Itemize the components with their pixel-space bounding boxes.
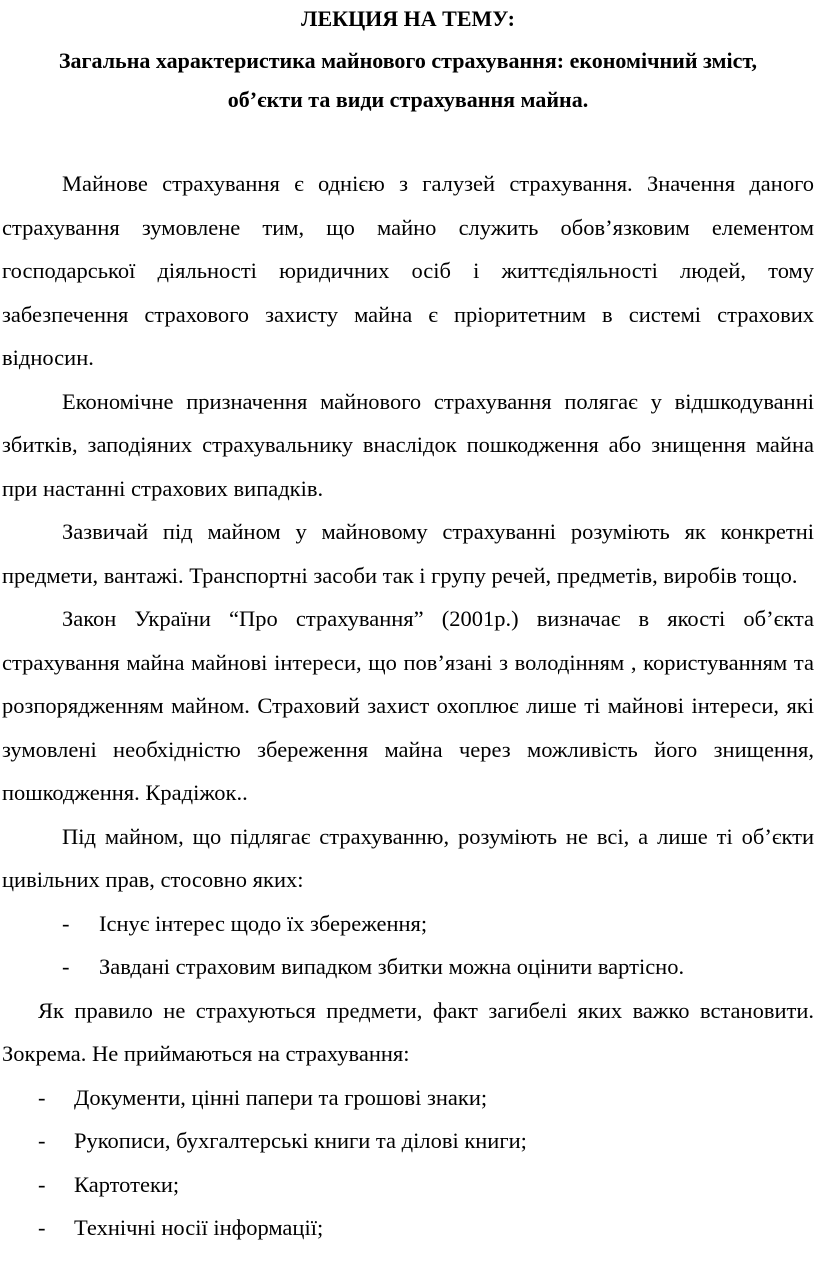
- paragraph-economic-purpose: Економічне призначення майнового страхування полягає у відшкодуванні збитків, заподіяних страхувальнику внаслідок пошкодження або знищення майна при настанні страхових випадків.: [2, 388, 814, 501]
- excluded-items-list: [2, 1076, 814, 1250]
- list-item-text: Технічні носії інформації;: [74, 1215, 324, 1240]
- lecture-heading: ЛЕКЦИЯ НА ТЕМУ:: [301, 6, 515, 31]
- list-item: [2, 1206, 814, 1250]
- conditions-list: [2, 902, 814, 989]
- list-item-text: Картотеки;: [74, 1171, 180, 1197]
- list-dash: -: [38, 1128, 46, 1153]
- list-item-text: Рукописи, бухгалтерські книги та ділові книги;: [74, 1128, 527, 1153]
- paragraph-insured-objects: Під майном, що підлягає страхуванню, розуміють не всі, а лише ті об’єкти цивільних прав, стосовно яких:: [2, 823, 814, 892]
- list-item-text: Завдані страховим випадком збитки можна оцінити вартісно.: [99, 954, 685, 979]
- paragraph-property-insurance-definition: Майнове страхування є однією з галузей страхування. Значення даного страхування зумовлене тим, що майно служить обов’язковим елементом господарської діяльності юридичних осіб і життєдіяльності людей, тому забезпечення страхового захисту майна є пріоритетним в системі страхових відносин.: [2, 171, 814, 370]
- paragraph-not-insured: Як правило не страхуються предмети, факт загибелі яких важко встановити. Зокрема. Не приймаються на страхування:: [2, 997, 814, 1066]
- list-dash: -: [62, 954, 70, 979]
- list-item-text: Документи, цінні папери та грошові знаки;: [74, 1084, 488, 1110]
- spacer: [2, 118, 814, 162]
- list-dash: -: [62, 910, 70, 936]
- list-item: [2, 1119, 814, 1163]
- topic-title-line-2: об’єкти та види страхування майна.: [227, 87, 589, 112]
- list-dash: -: [38, 1171, 46, 1197]
- paragraph-property-meaning: Зазвичай під майном у майновому страхуванні розуміють як конкретні предмети, вантажі. Транспортні засоби так і групу речей, предметів, виробів тощо.: [2, 519, 814, 588]
- list-dash: -: [38, 1084, 46, 1110]
- list-item: [2, 1076, 814, 1120]
- list-item: [2, 1163, 814, 1207]
- list-item: [2, 945, 814, 989]
- paragraph-law-of-ukraine: Закон України “Про страхування” (2001р.) визначає в якості об’єкта страхування майна майнові інтереси, що пов’язані з володінням , користуванням та розпорядженням майном. Страховий захист охоплює лише ті майнові інтереси, які зумовлені необхідністю збереження майна через можливість його знищення, пошкодження. Крадіжок..: [2, 606, 814, 805]
- list-item: [2, 902, 814, 946]
- list-dash: -: [38, 1215, 46, 1240]
- list-item-text: Існує інтерес щодо їх збереження;: [99, 910, 428, 936]
- topic-title-line-1: Загальна характеристика майнового страхування: економічний зміст,: [58, 48, 758, 73]
